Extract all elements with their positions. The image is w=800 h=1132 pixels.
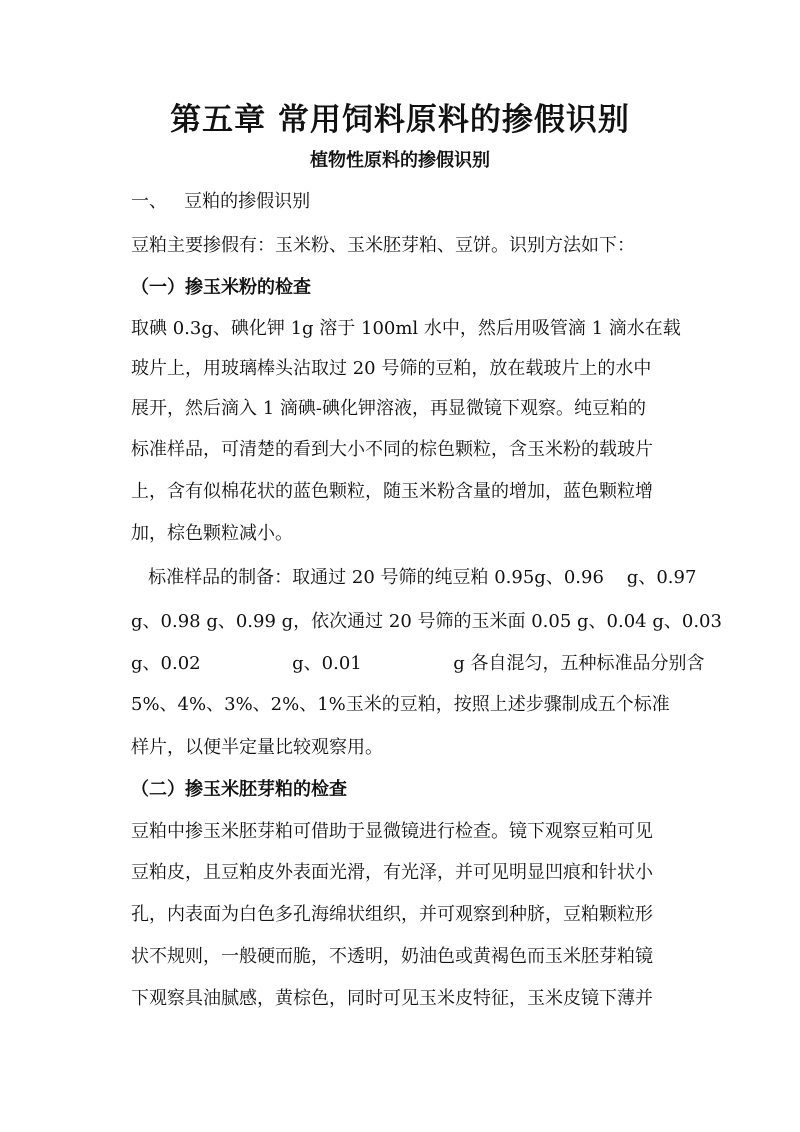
paragraph-line: 状不规则，一般硬而脆，不透明，奶油色或黄褐色而玉米胚芽粕镜 bbox=[131, 946, 653, 967]
chapter-title: 第五章 常用饲料原料的掺假识别 bbox=[170, 102, 630, 138]
subheading-corn-flour: （一）掺玉米粉的检查 bbox=[131, 277, 311, 298]
paragraph-line: g、0.02 g、0.01 g 各自混匀，五种标准品分别含 bbox=[131, 653, 705, 674]
paragraph-line: 标准样品的制备：取通过 20 号筛的纯豆粕 0.95g、0.96 g、0.97 bbox=[131, 567, 697, 588]
paragraph-line: 展开，然后滴入 1 滴碘-碘化钾溶液，再显微镜下观察。纯豆粕的 bbox=[131, 398, 646, 419]
section-title: 植物性原料的掺假识别 bbox=[310, 150, 490, 171]
paragraph-line: 下观察具油腻感，黄棕色，同时可见玉米皮特征，玉米皮镜下薄并 bbox=[131, 988, 653, 1009]
paragraph-line: 豆粕主要掺假有：玉米粉、玉米胚芽粕、豆饼。识别方法如下： bbox=[131, 235, 635, 256]
paragraph-line: 豆粕皮，且豆粕皮外表面光滑，有光泽，并可见明显凹痕和针状小 bbox=[131, 862, 653, 883]
paragraph-line: 上，含有似棉花状的蓝色颗粒，随玉米粉含量的增加，蓝色颗粒增 bbox=[131, 481, 653, 502]
paragraph-line: 玻片上，用玻璃棒头沾取过 20 号筛的豆粕，放在载玻片上的水中 bbox=[131, 358, 652, 379]
paragraph-line: g、0.98 g、0.99 g，依次通过 20 号筛的玉米面 0.05 g、0.04 g、0.03 bbox=[131, 611, 722, 632]
subheading-corn-germ-meal: （二）掺玉米胚芽粕的检查 bbox=[131, 779, 347, 800]
paragraph-line: 样片，以便半定量比较观察用。 bbox=[131, 737, 383, 758]
paragraph-line: 加，棕色颗粒减小。 bbox=[131, 523, 293, 544]
paragraph-line: 标准样品，可清楚的看到大小不同的棕色颗粒，含玉米粉的载玻片 bbox=[131, 439, 653, 460]
paragraph-line: 孔，内表面为白色多孔海绵状组织，并可观察到种脐，豆粕颗粒形 bbox=[131, 904, 653, 925]
paragraph-line: 取碘 0.3g、碘化钾 1g 溶于 100ml 水中，然后用吸管滴 1 滴水在载 bbox=[131, 318, 681, 339]
paragraph-line: 5%、4%、3%、2%、1%玉米的豆粕，按照上述步骤制成五个标准 bbox=[131, 694, 670, 715]
heading-soybean-meal: 一、 豆粕的掺假识别 bbox=[131, 191, 311, 212]
paragraph-line: 豆粕中掺玉米胚芽粕可借助于显微镜进行检查。镜下观察豆粕可见 bbox=[131, 821, 653, 842]
